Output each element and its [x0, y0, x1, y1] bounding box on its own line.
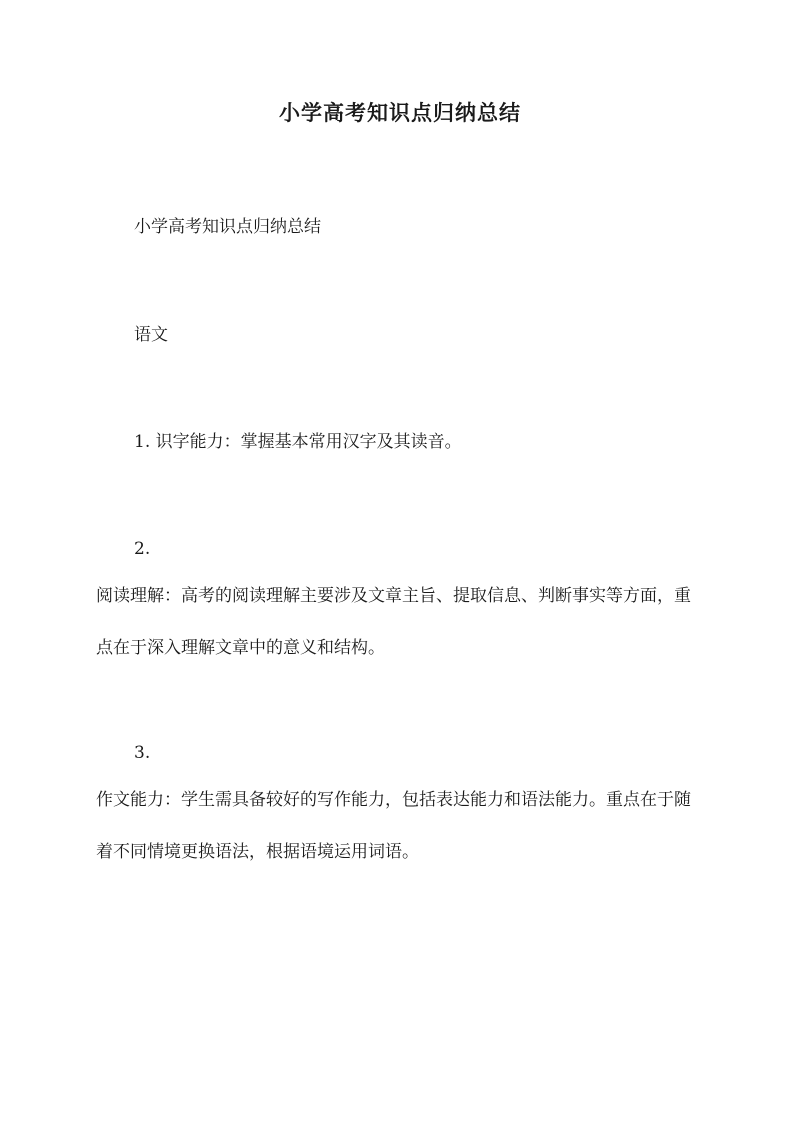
section-heading: 语文	[134, 325, 168, 345]
list-item-2-text: 阅读理解：高考的阅读理解主要涉及文章主旨、提取信息、判断事实等方面，重点在于深入理解文章中的意义和结构。	[96, 586, 691, 658]
document-subtitle: 小学高考知识点归纳总结	[134, 217, 321, 237]
document-title: 小学高考知识点归纳总结	[279, 100, 521, 125]
list-item-3-number: 3.	[134, 743, 151, 763]
list-item-2-number: 2.	[134, 539, 151, 559]
list-item-3-text: 作文能力：学生需具备较好的写作能力，包括表达能力和语法能力。重点在于随着不同情境更换语法，根据语境运用词语。	[96, 790, 691, 862]
list-item-1: 1. 识字能力：掌握基本常用汉字及其读音。	[134, 432, 462, 452]
